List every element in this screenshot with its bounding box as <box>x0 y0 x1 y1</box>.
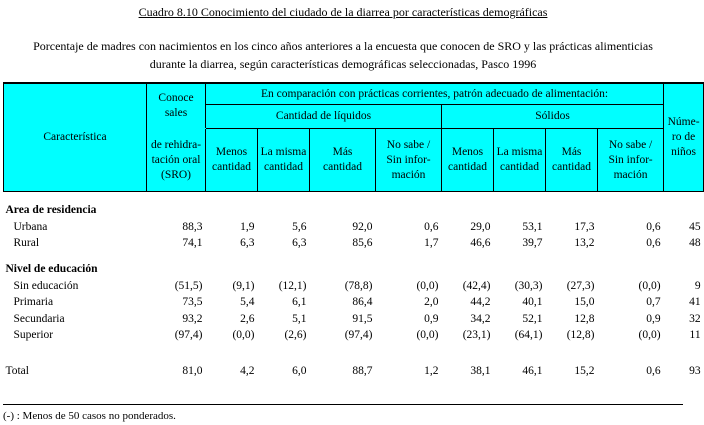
cell-value: (23,1) <box>462 328 491 341</box>
row-label-total: Total <box>5 365 29 378</box>
cell-value: 6,3 <box>240 236 255 249</box>
bottom-rule <box>3 404 683 405</box>
spacer <box>4 192 704 203</box>
cell-value: 88,3 <box>182 220 203 233</box>
cell-value: 40,1 <box>522 296 543 309</box>
footnote: (-) : Menos de 50 casos no ponderados. <box>3 410 176 422</box>
cell-value: 0,6 <box>646 220 661 233</box>
table-title: Cuadro 8.10 Conocimiento del ciudado de la diarrea por características demográficas <box>138 5 548 19</box>
cell-value: 2,6 <box>240 312 255 325</box>
cell-value: 12,8 <box>574 312 595 325</box>
cell-value: 86,4 <box>352 296 373 309</box>
cell-value: 45 <box>689 220 701 233</box>
row-label: Sin educación <box>13 279 79 292</box>
header-sol-misma: La misma cantidad <box>494 129 546 192</box>
header-liq-menos: Menos cantidad <box>206 129 258 192</box>
cell-value: 0,6 <box>646 236 661 249</box>
header-sol-mas: Más cantidad <box>546 129 598 192</box>
row-label: Secundaria <box>13 312 65 325</box>
cell-value: 4,2 <box>240 365 255 378</box>
cell-value: 93,2 <box>182 312 203 325</box>
cell-value: 5,4 <box>240 296 255 309</box>
cell-value: 0,9 <box>424 312 439 325</box>
cell-value: 81,0 <box>182 365 203 378</box>
spacer <box>4 251 704 261</box>
cell-value: (97,4) <box>344 328 373 341</box>
cell-value: (12,1) <box>278 279 307 292</box>
data-table <box>3 82 704 380</box>
spacer <box>4 343 704 353</box>
row-label: Rural <box>13 236 40 249</box>
cell-value: 48 <box>689 236 701 249</box>
row-label: Urbana <box>13 220 48 233</box>
table-row <box>4 218 704 234</box>
cell-value: (0,0) <box>416 328 439 341</box>
cell-value: 15,2 <box>574 365 595 378</box>
cell-value: (0,0) <box>638 328 661 341</box>
cell-value: (97,4) <box>174 328 203 341</box>
cell-value: 44,2 <box>470 296 491 309</box>
header-caracteristica: Característica <box>4 83 147 192</box>
header-numero-ninos: Núme-ro de niños <box>664 83 704 192</box>
cell-value: 2,0 <box>424 296 439 309</box>
header-sro-bottom: de rehidra-tación oral (SRO) <box>147 129 206 192</box>
header-comparacion: En comparación con prácticas corrientes, patrón adecuado de alimentación: <box>206 83 664 105</box>
table-row <box>4 235 704 251</box>
cell-value: 91,5 <box>352 312 373 325</box>
cell-value: 0,6 <box>424 220 439 233</box>
cell-value: 52,1 <box>522 312 543 325</box>
cell-value: 0,7 <box>646 296 661 309</box>
header-cantidad-liquidos: Cantidad de líquidos <box>206 105 442 129</box>
table-container <box>3 82 701 380</box>
cell-value: 0,9 <box>646 312 661 325</box>
cell-value: 38,1 <box>470 365 491 378</box>
cell-value: 93 <box>689 365 701 378</box>
cell-value: (9,1) <box>232 279 255 292</box>
header-solidos: Sólidos <box>442 105 664 129</box>
cell-value: 11 <box>689 328 701 341</box>
cell-value: 39,7 <box>522 236 543 249</box>
cell-value: (0,0) <box>232 328 255 341</box>
cell-value: 29,0 <box>470 220 491 233</box>
cell-value: 1,9 <box>240 220 255 233</box>
cell-value: 34,2 <box>470 312 491 325</box>
cell-value: 53,1 <box>522 220 543 233</box>
cell-value: 92,0 <box>352 220 373 233</box>
cell-value: (64,1) <box>514 328 543 341</box>
cell-value: 1,2 <box>424 365 439 378</box>
cell-value: 41 <box>689 296 701 309</box>
cell-value: 6,1 <box>292 296 307 309</box>
cell-value: 6,0 <box>292 365 307 378</box>
cell-value: 88,7 <box>352 365 373 378</box>
cell-value: 46,6 <box>470 236 491 249</box>
cell-value: (12,8) <box>566 328 595 341</box>
cell-value: 85,6 <box>352 236 373 249</box>
total-row <box>4 363 704 379</box>
row-label: Primaria <box>13 296 54 309</box>
table-row <box>4 294 704 310</box>
cell-value: (27,3) <box>566 279 595 292</box>
spacer <box>4 353 704 363</box>
table-row <box>4 310 704 326</box>
header-sro-top: Conoce sales <box>147 83 206 129</box>
cell-value: 32 <box>689 312 701 325</box>
cell-value: 17,3 <box>574 220 595 233</box>
header-sol-nosabe: No sabe / Sin infor-mación <box>598 129 664 192</box>
cell-value: (51,5) <box>174 279 203 292</box>
table-header <box>4 83 704 192</box>
cell-value: 73,5 <box>182 296 203 309</box>
table-body <box>4 192 704 380</box>
section-label-residencia: Area de residencia <box>5 204 97 217</box>
header-liq-nosabe: No sabe / Sin infor-mación <box>376 129 442 192</box>
cell-value: 5,1 <box>292 312 307 325</box>
cell-value: 1,7 <box>424 236 439 249</box>
table-row <box>4 278 704 294</box>
header-liq-misma: La misma cantidad <box>258 129 310 192</box>
table-subtitle: Porcentaje de madres con nacimientos en los cinco años anteriores a la encuesta que conocen de SRO y las prácticas alimenticias durante la diarrea, según características demográficas seleccionadas, Pasco 1996 <box>33 39 653 71</box>
row-label: Superior <box>13 328 54 341</box>
cell-value: 9 <box>694 279 701 292</box>
cell-value: 13,2 <box>574 236 595 249</box>
header-sol-menos: Menos cantidad <box>442 129 494 192</box>
cell-value: 15,0 <box>574 296 595 309</box>
table-row <box>4 327 704 343</box>
cell-value: (2,6) <box>284 328 307 341</box>
cell-value: (42,4) <box>462 279 491 292</box>
cell-value: 74,1 <box>182 236 203 249</box>
cell-value: (78,8) <box>344 279 373 292</box>
cell-value: 0,6 <box>646 365 661 378</box>
cell-value: (0,0) <box>638 279 661 292</box>
cell-value: (0,0) <box>416 279 439 292</box>
cell-value: 5,6 <box>292 220 307 233</box>
cell-value: (30,3) <box>514 279 543 292</box>
section-label-educacion: Nivel de educación <box>5 263 98 276</box>
cell-value: 6,3 <box>292 236 307 249</box>
header-liq-mas: Más cantidad <box>310 129 376 192</box>
cell-value: 46,1 <box>522 365 543 378</box>
